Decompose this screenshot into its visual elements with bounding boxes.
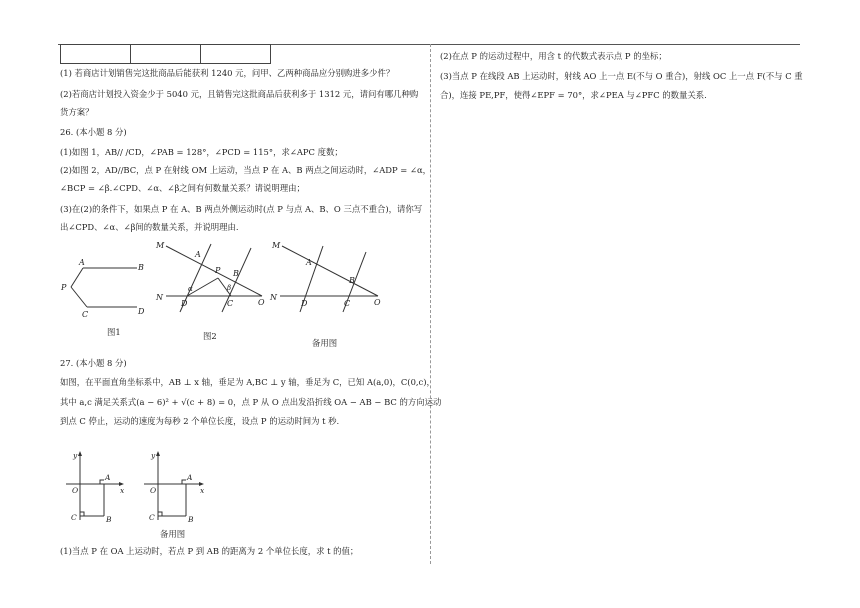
q27-title: 27. (本小题 8 分) — [60, 358, 127, 368]
label-O: O — [72, 486, 79, 495]
label-B: B — [188, 515, 194, 524]
fig1-label-P: P — [61, 283, 67, 292]
q26-title: 26. (本小题 8 分) — [60, 127, 127, 137]
label-B: B — [106, 515, 112, 524]
fig1-label-C: C — [82, 310, 89, 319]
fig2-label-beta: β — [227, 284, 232, 292]
fig3-label-C: C — [344, 299, 351, 308]
label-A: A — [105, 473, 111, 482]
fig2-label-C: C — [227, 299, 234, 308]
fig3-ray-OM — [282, 246, 378, 296]
answer-table-fragment — [60, 44, 271, 64]
q26-sub2-line2: ∠BCP = ∠β.∠CPD、∠α、∠β之间有何数量关系？请说明理由； — [60, 183, 305, 193]
right-angle-mark-A — [182, 480, 186, 484]
fig1-label-D: D — [138, 307, 145, 316]
q27-figure — [62, 448, 132, 528]
q27-para-line3: 到点 C 停止，运动的速度为每秒 2 个单位长度，设点 P 的运动时间为 t 秒. — [60, 416, 340, 426]
q26-sub3-line2: 出∠CPD、∠α、∠β间的数量关系，并说明理由. — [60, 222, 239, 232]
fig3-label-N: N — [270, 293, 277, 302]
fig2-caption: 图2 — [203, 331, 217, 341]
table-cell — [61, 45, 131, 64]
q25-sub1: (1) 若商店计划销售完这批商品后能获利 1240 元，问甲、乙两种商品应分别购进多少件？ — [60, 68, 395, 78]
right-angle-mark-A — [100, 480, 104, 484]
fig2-label-M: M — [156, 241, 165, 250]
q27-para-line1: 如图，在平面直角坐标系中，AB ⊥ x 轴，垂足为 A,BC ⊥ y 轴，垂足为 C，已知 A(a,0)，C(0,c)， — [60, 377, 435, 387]
label-A: A — [187, 473, 193, 482]
label-y: y — [151, 451, 156, 460]
fig3-label-D: D — [301, 299, 308, 308]
fig1-label-A: A — [79, 258, 85, 267]
fig2-label-P: P — [215, 266, 221, 275]
fig2-label-N: N — [156, 293, 163, 302]
fig1-caption: 图1 — [107, 327, 121, 337]
fig3-label-B: B — [349, 276, 355, 285]
right-angle-mark-C — [80, 512, 84, 516]
q26-sub3-line1: (3)在(2)的条件下，如果点 P 在 A、B 两点外侧运动时(点 P 与点 A、B、O 三点不重合)，请你写 — [60, 204, 423, 214]
fig2-label-B: B — [233, 269, 239, 278]
fig2-label-alpha: α — [188, 285, 193, 293]
q25-sub2-line1: (2)若商店计划投入资金少于 5040 元，且销售完这批商品后获利多于 1312 元，请问有哪几种购 — [60, 89, 419, 99]
figure-2 — [152, 240, 272, 332]
q27-sub1: (1)当点 P 在 OA 上运动时，若点 P 到 AB 的距离为 2 个单位长度，求 t 的值； — [60, 546, 359, 556]
label-x: x — [120, 486, 125, 495]
fig2-ray-OM — [166, 246, 262, 296]
q27-sub3-line1: (3)当点 P 在线段 AB 上运动时，射线 AO 上一点 E(不与 O 重合)，射线 OC 上一点 F(不与 C 重 — [440, 71, 803, 81]
fig3-label-O: O — [374, 298, 381, 307]
label-C: C — [71, 513, 77, 522]
fig2-label-A: A — [195, 250, 201, 259]
fig2-label-O: O — [258, 298, 265, 307]
figure-3-spare — [268, 240, 388, 332]
q27-sub3-line2: 合)，连接 PE,PF，使得∠EPF = 70°，求∠PEA 与∠PFC 的数量关系. — [440, 90, 707, 100]
label-C: C — [149, 513, 155, 522]
label-O: O — [150, 486, 157, 495]
label-y: y — [73, 451, 78, 460]
q25-sub2-line2: 货方案？ — [60, 107, 94, 117]
q26-sub1: (1)如图 1，AB// /CD，∠PAB = 128°，∠PCD = 115°，求∠APC 度数； — [60, 147, 343, 157]
fig2-label-D: D — [181, 299, 188, 308]
fig3-label-A: A — [306, 258, 312, 267]
column-divider — [430, 44, 431, 564]
q27-figure-spare — [140, 448, 210, 528]
fig3-label-M: M — [272, 241, 281, 250]
fig1-segment-PA — [71, 268, 83, 287]
q27-fig-caption: 备用图 — [160, 529, 186, 539]
label-x: x — [200, 486, 205, 495]
q27-para-line2: 其中 a,c 满足关系式(a − 6)² + √(c + 8) = 0，点 P 从 O 点出发沿折线 OA − AB − BC 的方向运动 — [60, 397, 442, 407]
q27-sub2: (2)在点 P 的运动过程中，用含 t 的代数式表示点 P 的坐标； — [440, 51, 667, 61]
right-angle-mark-C — [158, 512, 162, 516]
y-arrow-icon — [156, 451, 160, 456]
table-cell — [201, 45, 271, 64]
q26-sub2-line1: (2)如图 2，AD//BC，点 P 在射线 OM 上运动，当点 P 在 A、B 两点之间运动时，∠ADP = ∠α， — [60, 165, 431, 175]
fig1-segment-PC — [71, 287, 87, 307]
figure-1 — [55, 255, 165, 330]
table-cell — [131, 45, 201, 64]
fig1-label-B: B — [138, 263, 144, 272]
y-arrow-icon — [78, 451, 82, 456]
fig3-caption: 备用图 — [312, 338, 338, 348]
